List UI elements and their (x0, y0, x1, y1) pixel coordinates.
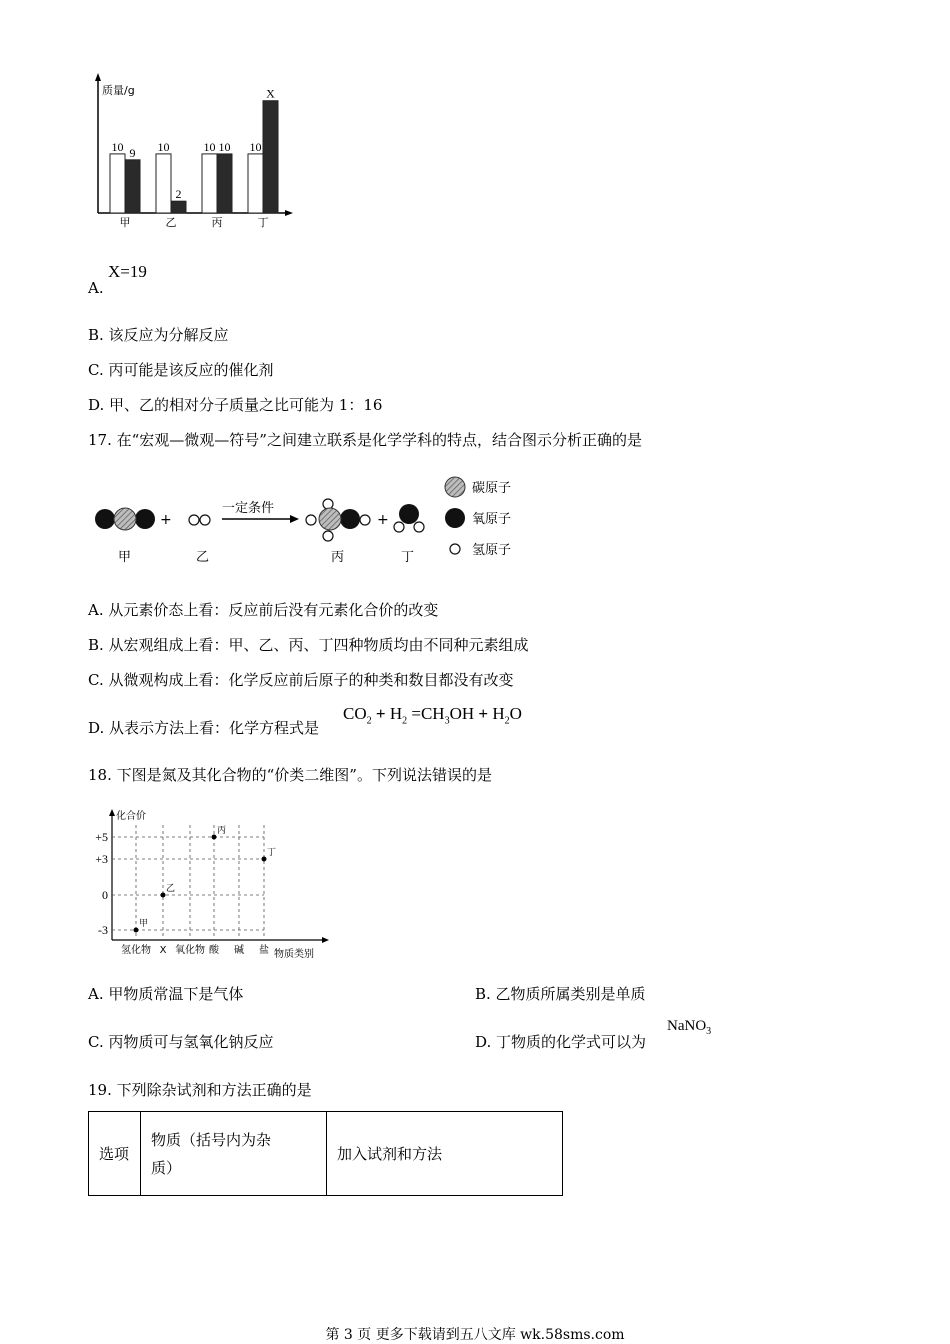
y-tick-label: -3 (98, 923, 108, 937)
data-point (161, 893, 166, 898)
eq-equals: = (411, 704, 421, 723)
bar (171, 201, 186, 213)
q17-stem: 17. 在“宏观—微观—符号”之间建立联系是化学学科的特点，结合图示分析正确的是 (88, 431, 642, 449)
bar (263, 101, 278, 213)
category-label: 甲 (119, 216, 131, 229)
valence-class-chart (88, 805, 338, 965)
x-tick-label: 氢化物 (121, 945, 151, 956)
table-row (89, 1112, 563, 1196)
molecule-jia (95, 508, 155, 530)
q16-option-b[interactable]: B. 该反应为分解反应 (88, 326, 229, 344)
q18-option-d[interactable]: D. 丁物质的化学式可以为 (475, 1033, 647, 1051)
q16-option-d[interactable]: D. 甲、乙的相对分子质量之比可能为 1：16 (88, 396, 383, 414)
point-label: 乙 (166, 884, 176, 894)
x-axis-arrow (285, 210, 293, 216)
legend-oxygen: 氧原子 (472, 512, 512, 527)
plus-sign: + (160, 512, 172, 528)
formula-part: NaNO (667, 1018, 707, 1034)
legend (445, 477, 511, 558)
q18-option-d-formula (667, 1018, 711, 1037)
y-tick-label: +5 (95, 830, 108, 844)
data-point (262, 857, 267, 862)
molecule-yi (189, 515, 210, 525)
eq-sub: 2 (402, 715, 408, 727)
q18-option-c[interactable]: C. 丙物质可与氢氧化钠反应 (88, 1033, 274, 1051)
label-jia: 甲 (118, 550, 132, 565)
table-cell-option: 选项 (89, 1112, 141, 1196)
q17-equation (343, 704, 522, 726)
eq-part: H (492, 704, 505, 723)
legend-carbon: 碳原子 (472, 481, 512, 496)
formula-sub: 3 (706, 1026, 712, 1037)
q19-stem: 19. 下列除杂试剂和方法正确的是 (88, 1081, 312, 1099)
page-footer: 第 3 页 更多下载请到五八文库 wk.58sms.com (325, 1327, 625, 1343)
q17-option-a[interactable]: A. 从元素价态上看：反应前后没有元素化合价的改变 (88, 601, 439, 619)
table-cell-substance (141, 1112, 327, 1196)
cell-line: 质） (151, 1158, 182, 1177)
q18-option-a[interactable]: A. 甲物质常温下是气体 (88, 985, 244, 1003)
label-yi: 乙 (196, 550, 210, 565)
x-tick-label: 盐 (259, 945, 269, 956)
x-tick-label: 酸 (209, 945, 219, 956)
point-label: 丁 (267, 848, 277, 858)
q16-option-a-formula: X=19 (108, 262, 147, 281)
cell-line: 物质（括号内为杂 (151, 1130, 272, 1149)
x-tick-label: 碱 (234, 945, 244, 956)
legend-hydrogen: 氢原子 (472, 543, 512, 558)
point-label: 丙 (217, 826, 227, 836)
reaction-condition: 一定条件 (222, 501, 275, 516)
q18-stem: 18. 下图是氮及其化合物的“价类二维图”。下列说法错误的是 (88, 766, 492, 784)
data-label: 9 (129, 145, 136, 160)
eq-sub: 3 (444, 715, 450, 727)
x-tick-label: X (159, 945, 167, 956)
eq-part: CO (343, 704, 367, 723)
eq-sub: 2 (366, 715, 372, 727)
bar (125, 160, 140, 213)
molecule-ding (394, 504, 424, 532)
bar (202, 154, 217, 213)
q17-option-b[interactable]: B. 从宏观组成上看：甲、乙、丙、丁四种物质均由不同种元素组成 (88, 636, 529, 654)
bar (110, 154, 125, 213)
y-tick-label: +3 (95, 852, 108, 866)
category-label: 丙 (211, 216, 223, 229)
y-axis-arrow (95, 73, 101, 81)
label-bing: 丙 (331, 550, 345, 565)
eq-part: CH (420, 704, 445, 723)
bar (248, 154, 263, 213)
x-axis-arrow (322, 937, 329, 943)
q16-option-c[interactable]: C. 丙可能是该反应的催化剂 (88, 361, 274, 379)
mass-bar-chart (88, 70, 308, 230)
category-label: 丁 (257, 216, 269, 229)
options-table (88, 1111, 563, 1196)
data-point (134, 928, 139, 933)
label-ding: 丁 (401, 550, 415, 565)
data-label: X (266, 86, 275, 101)
point-label: 甲 (139, 919, 149, 929)
y-tick-label: 0 (102, 888, 108, 902)
data-label: 10 (111, 139, 124, 154)
eq-part: O (509, 704, 522, 723)
plus-sign: + (377, 512, 389, 528)
bar (156, 154, 171, 213)
molecule-bing (306, 499, 370, 541)
data-label: 10 (249, 139, 262, 154)
data-label: 10 (157, 139, 170, 154)
x-axis-label: 物质类别 (274, 949, 314, 960)
eq-plus: + (375, 704, 386, 723)
y-axis-label: 化合价 (116, 811, 146, 822)
q18-option-b[interactable]: B. 乙物质所属类别是单质 (475, 985, 646, 1003)
x-tick-label: 氧化物 (175, 945, 205, 956)
data-label: 2 (175, 187, 182, 202)
reaction-arrow-head (290, 515, 299, 523)
data-point (212, 835, 217, 840)
q17-option-c[interactable]: C. 从微观构成上看：化学反应前后原子的种类和数目都没有改变 (88, 671, 514, 689)
q16-option-a[interactable] (88, 278, 104, 298)
data-label: 10 (203, 139, 216, 154)
option-letter: A. (88, 279, 104, 297)
y-axis-label: 质量/g (102, 84, 135, 97)
y-axis-arrow (109, 809, 115, 816)
bar (217, 154, 232, 213)
table-cell-method: 加入试剂和方法 (327, 1112, 563, 1196)
category-label: 乙 (165, 216, 177, 229)
eq-part: H (389, 704, 403, 723)
eq-plus: + (478, 704, 489, 723)
data-label: 10 (218, 139, 231, 154)
eq-part: OH (449, 704, 475, 723)
reaction-diagram (88, 470, 538, 570)
eq-sub: 2 (504, 715, 510, 727)
q17-option-d[interactable]: D. 从表示方法上看：化学方程式是 (88, 719, 320, 737)
